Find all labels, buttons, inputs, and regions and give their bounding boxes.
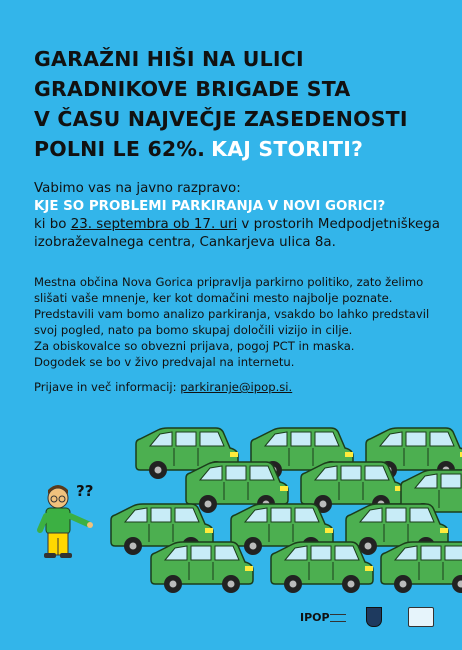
car — [381, 542, 462, 593]
body-text — [34, 274, 444, 370]
body-line-1: Mestna občina Nova Gorica pripravlja parkirno politiko, zato želimo — [34, 275, 424, 289]
municipality-crest-icon — [366, 607, 382, 627]
invite-date: 23. septembra ob 17. uri — [70, 217, 238, 232]
headline-line-4 — [34, 134, 444, 164]
invite-intro: Vabimo vas na javno razpravo: — [34, 181, 241, 196]
body-line-6: Dogodek se bo v živo predvajal na internetu. — [34, 355, 295, 369]
invite-when-prefix: ki bo — [34, 217, 71, 232]
logo-row — [300, 605, 450, 635]
partner-logo-icon — [408, 607, 434, 627]
contact-line — [34, 380, 292, 394]
question-marks: ?? — [76, 482, 94, 500]
car — [151, 542, 253, 593]
headline-question: KAJ STORITI? — [211, 137, 364, 161]
invite-where: izobraževalnega centra, Cankarjeva ulica 8a. — [34, 235, 336, 250]
headline-line-3: V ČASU NAJVEČJE ZASEDENOSTI — [34, 107, 408, 131]
headline — [34, 44, 444, 164]
body-line-4: svoj pogled, nato pa bomo skupaj določili vizijo in cilje. — [34, 323, 353, 337]
body-line-3: Predstavili vam bomo analizo parkiranja, vsakdo bo lahko predstavil — [34, 307, 430, 321]
invite-block — [34, 180, 444, 252]
contact-email-link[interactable]: parkiranje@ipop.si. — [180, 380, 293, 394]
car — [271, 542, 373, 593]
headline-line-4-start: POLNI LE 62%. — [34, 137, 206, 161]
invite-when-suffix: v prostorih Medpodjetniškega — [237, 217, 440, 232]
illustration — [0, 420, 462, 610]
headline-line-1: GARAŽNI HIŠI NA ULICI — [34, 47, 304, 71]
invite-title: KJE SO PROBLEMI PARKIRANJA V NOVI GORICI? — [34, 199, 386, 214]
invite-when — [34, 216, 444, 234]
ipop-logo: IPOP — [300, 611, 330, 624]
body-line-5: Za obiskovalce so obvezni prijava, pogoj PCT in maska. — [34, 339, 355, 353]
body-line-2: slišati vaše mnenje, ker kot domačini mesto najbolje poznate. — [34, 291, 393, 305]
ipop-logo-subtext — [330, 614, 346, 622]
contact-prefix: Prijave in več informacij: — [34, 380, 181, 394]
headline-line-2: GRADNIKOVE BRIGADE STA — [34, 77, 351, 101]
